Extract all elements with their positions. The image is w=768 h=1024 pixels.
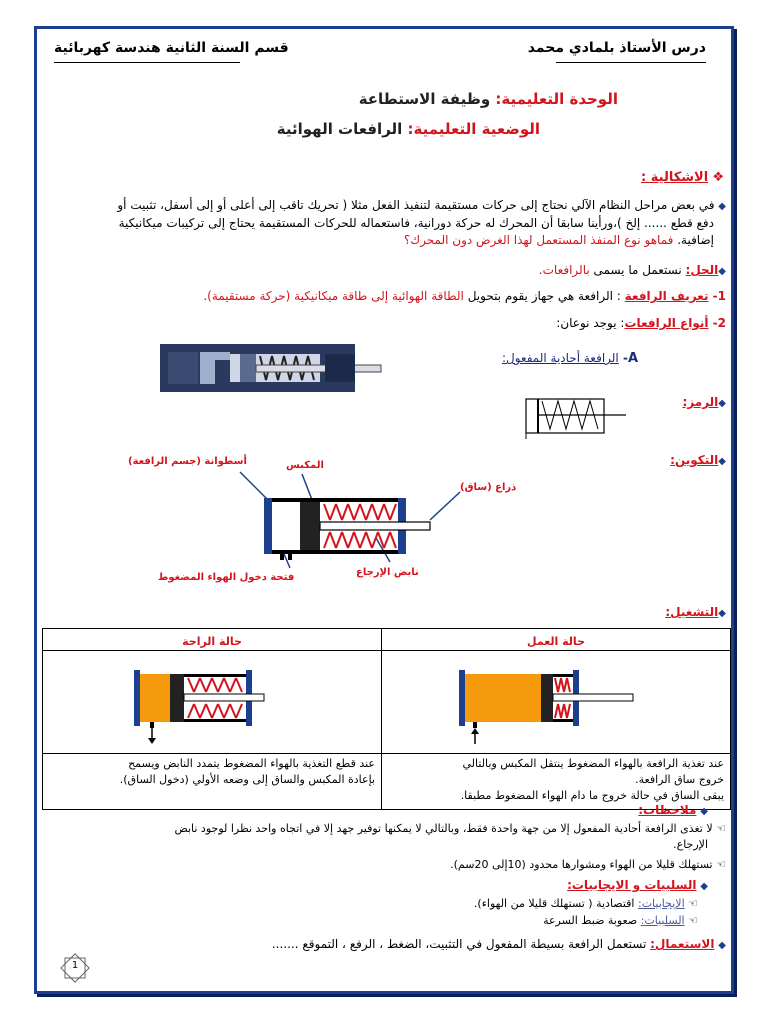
work-caption-cell (382, 754, 731, 810)
diamond-icon: ◆ (718, 940, 726, 951)
diamond-icon: ◆ (700, 881, 708, 892)
label-inlet: فتحة دخول الهواء المضغوط (158, 572, 295, 583)
pros-text: اقتصادية ( تستهلك قليلا من الهواء). (473, 897, 638, 910)
proscons-heading (567, 878, 708, 892)
pointing-hand-icon: ☜ (716, 858, 726, 871)
usage-text: تستعمل الرافعة بسيطة المفعول في التثبيت، الضغط ، الرفع ، التموقع ....... (271, 937, 651, 951)
rest-state-diagram (44, 652, 380, 748)
page-number: 1 (71, 960, 79, 971)
work-text-1: عند تغذية الرافعة بالهواء المضغوط ينتقل المكبس وبالتالي (462, 757, 724, 770)
problem-line-3a: إضافية. (677, 233, 714, 247)
solution-label: الحل: (685, 263, 719, 277)
unit-label: الوحدة التعليمية: (495, 90, 618, 108)
solution-highlight: بالرافعات. (538, 263, 590, 277)
problem-question: فماهو نوع المنفذ المستعمل لهذا الغرض دون المحرك؟ (403, 233, 678, 247)
single-acting-symbol (518, 395, 628, 441)
solution-text: نستعمل ما يسمى (589, 263, 686, 277)
note-1: لا تغذى الرافعة أحادية المفعول إلا من جهة واحدة فقط، وبالتالي لا يمكنها توفير جهد إلا في اتجاه واحد نظرا لوجود نابض (174, 822, 713, 835)
situation-value: الرافعات الهوائية (276, 120, 408, 138)
pointing-hand-icon: ☜ (688, 897, 698, 910)
situation-title (277, 120, 540, 138)
operation-line (665, 604, 726, 622)
label-rod: ذراع (ساق) (460, 482, 517, 493)
notes-heading (638, 803, 708, 817)
pointing-hand-icon: ☜ (716, 822, 726, 835)
work-text-2: خروج ساق الرافعة. (635, 773, 724, 786)
diamond-icon: ◆ (700, 806, 708, 817)
diamond-icon: ◆ (718, 456, 726, 467)
problem-line-2: دفع قطع ...... إلخ )،ورأينا سابقا أن المحرك له حركة دورانية، فاستعماله للحركات المستقيمة يحتاج إلى تركيبات ميكانيكية (118, 216, 714, 230)
rest-text-1: عند قطع التغذية بالهواء المضغوط يتمدد النابض ويسمح (128, 757, 375, 770)
proscons-label: السلبيات و الايجابيات: (567, 878, 697, 892)
header-right-underline (556, 62, 706, 63)
symbol-label: الرمز: (682, 395, 719, 409)
problem-heading (641, 170, 724, 185)
note-1-cont: الإرجاع. (673, 838, 708, 851)
operation-label: التشغيل: (665, 605, 719, 619)
star-icon: ❖ (712, 170, 724, 185)
symbol-line (683, 394, 726, 412)
pros-label: الإيجابيات: (637, 897, 685, 910)
label-spring: نابض الإرجاع (356, 567, 419, 578)
diamond-icon: ◆ (718, 266, 726, 277)
composition-line (670, 452, 726, 470)
single-acting-letter: A (627, 351, 638, 366)
operation-table (42, 628, 731, 810)
solution-line (539, 262, 726, 280)
proscons-list (474, 895, 698, 929)
types-label: أنواع الرافعات (624, 316, 709, 330)
label-cylinder: أسطوانة (جسم الرافعة) (128, 456, 247, 467)
pointing-hand-icon: ☜ (688, 914, 698, 927)
rest-text-2: بإعادة المكبس والساق إلى وضعه الأولي (دخول الساق). (119, 773, 375, 786)
rest-image-cell (43, 651, 382, 754)
header-class: قسم السنة الثانية هندسة كهربائية (54, 40, 289, 56)
work-header-cell (382, 629, 731, 651)
diamond-icon: ◆ (718, 608, 726, 619)
notes-label: ملاحظات: (638, 803, 697, 817)
cons-label: السلبيات: (640, 914, 685, 927)
work-state-diagram (383, 652, 729, 748)
types-text: : يوجد نوعان: (556, 316, 625, 330)
composition-label: التكوين: (670, 453, 719, 467)
definition-line (203, 289, 726, 303)
header-left-underline (54, 62, 240, 63)
problem-label: الاشكالية : (641, 170, 709, 185)
work-image-cell (382, 651, 731, 754)
header-teacher: درس الأستاذ بلمادي محمد (527, 40, 706, 56)
cons-text: صعوبة ضبط السرعة (543, 914, 641, 927)
notes-list (36, 821, 726, 873)
definition-label: تعريف الرافعة (624, 289, 709, 303)
rest-header-cell (43, 629, 382, 651)
problem-text (46, 197, 726, 249)
usage-line (272, 937, 726, 951)
unit-title (359, 90, 618, 108)
problem-line-1: في بعض مراحل النظام الآلي نحتاج إلى حركات مستقيمة لتنفيذ الفعل مثلا ( تحريك تاقب إلى أعلى أو إلى أسفل، تثبيت أو (117, 198, 715, 212)
situation-label: الوضعية التعليمية: (407, 120, 540, 138)
cylinder-diagram (230, 470, 490, 578)
usage-label: الاستعمال: (650, 937, 715, 951)
diamond-icon: ◆ (718, 398, 726, 409)
label-piston: المكبس (286, 460, 324, 471)
types-line (556, 316, 726, 330)
types-num: 2- (708, 316, 726, 330)
single-acting-dash: - (618, 351, 628, 365)
work-header: حالة العمل (527, 635, 585, 648)
definition-text: الطاقة الهوائية إلى طاقة ميكانيكية (حركة مستقيمة). (203, 289, 464, 303)
unit-value: وظيفة الاستطاعة (358, 90, 496, 108)
cylinder-cutaway-image (160, 340, 385, 396)
note-2: تستهلك قليلا من الهواء ومشوارها محدود (10إلى 20سم). (450, 858, 713, 871)
single-acting-heading (502, 351, 638, 366)
work-text-3: يبقى الساق في حالة خروج ما دام الهواء المضغوط مطبقا. (460, 789, 724, 802)
diamond-icon: ◆ (718, 201, 726, 212)
single-acting-label: الرافعة أحادية المفعول: (501, 351, 619, 365)
rest-header: حالة الراحة (182, 635, 242, 648)
rest-caption-cell (43, 754, 382, 810)
definition-intro: : الرافعة هي جهاز يقوم بتحويل (463, 289, 625, 303)
definition-num: 1- (708, 289, 726, 303)
